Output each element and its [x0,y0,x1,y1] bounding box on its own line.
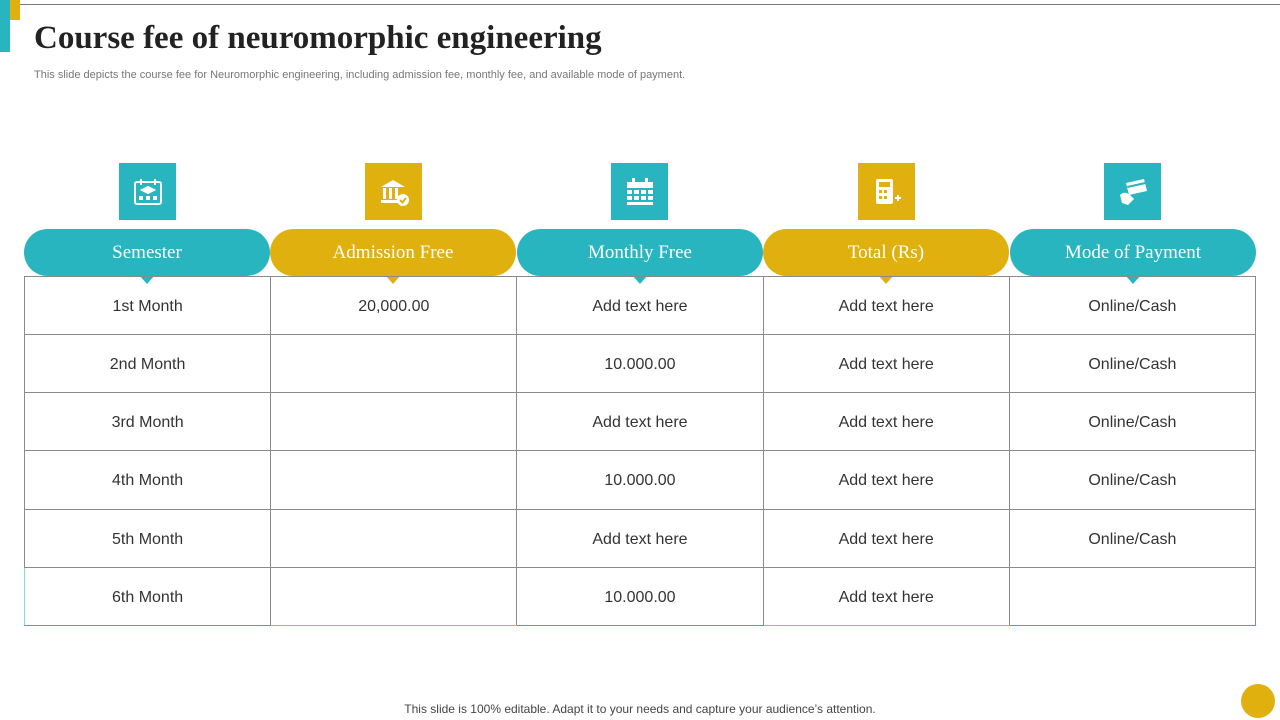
column-header-monthly-free: Monthly Free [517,229,763,276]
table-cell: 10.000.00 [517,567,763,625]
table-cell: Online/Cash [1009,277,1255,335]
table-cell: 10.000.00 [517,335,763,393]
table-cell: 1st Month [25,277,271,335]
bank-check-icon [365,163,422,220]
table-cell: Add text here [763,509,1009,567]
table-cell: 5th Month [25,509,271,567]
table-cell: Add text here [763,567,1009,625]
table-cell: Add text here [763,393,1009,451]
corner-accent-teal [0,0,10,52]
table-cell: 3rd Month [25,393,271,451]
column-header-total: Total (Rs) [763,229,1009,276]
column-header-mode-of-payment: Mode of Payment [1010,229,1256,276]
table-cell [271,509,517,567]
table-cell: 20,000.00 [271,277,517,335]
page-subtitle: This slide depicts the course fee for Neuromorphic engineering, including admission fee, monthly fee, and available mode of payment. [34,69,686,81]
fee-table [24,276,1256,626]
table-cell: Add text here [763,277,1009,335]
table-cell: 4th Month [25,451,271,509]
table-cell: Online/Cash [1009,509,1255,567]
table-row [25,567,1256,625]
column-header-semester: Semester [24,229,270,276]
table-cell: Add text here [763,451,1009,509]
table-row [25,335,1256,393]
table-cell [271,451,517,509]
table-cell: Online/Cash [1009,451,1255,509]
graduation-calendar-icon [119,163,176,220]
top-divider-line [20,4,1280,5]
table-cell [1009,567,1255,625]
table-cell: Online/Cash [1009,335,1255,393]
table-cell: Online/Cash [1009,393,1255,451]
table-cell: Add text here [517,393,763,451]
table-cell [271,393,517,451]
table-row [25,509,1256,567]
calendar-icon [611,163,668,220]
footer-note: This slide is 100% editable. Adapt it to your needs and capture your audience’s attention. [404,702,876,716]
table-cell [271,567,517,625]
table-cell: 2nd Month [25,335,271,393]
page-title: Course fee of neuromorphic engineering [34,20,602,56]
table-row [25,393,1256,451]
table-cell: 10.000.00 [517,451,763,509]
table-row [25,277,1256,335]
table-cell: 6th Month [25,567,271,625]
column-header-admission-free: Admission Free [270,229,516,276]
corner-accent-yellow [10,0,20,20]
card-payment-icon [1104,163,1161,220]
calculator-icon [858,163,915,220]
table-row [25,451,1256,509]
table-cell: Add text here [517,509,763,567]
table-cell: Add text here [517,277,763,335]
table-cell [271,335,517,393]
corner-decoration-circle [1241,684,1275,718]
table-cell: Add text here [763,335,1009,393]
